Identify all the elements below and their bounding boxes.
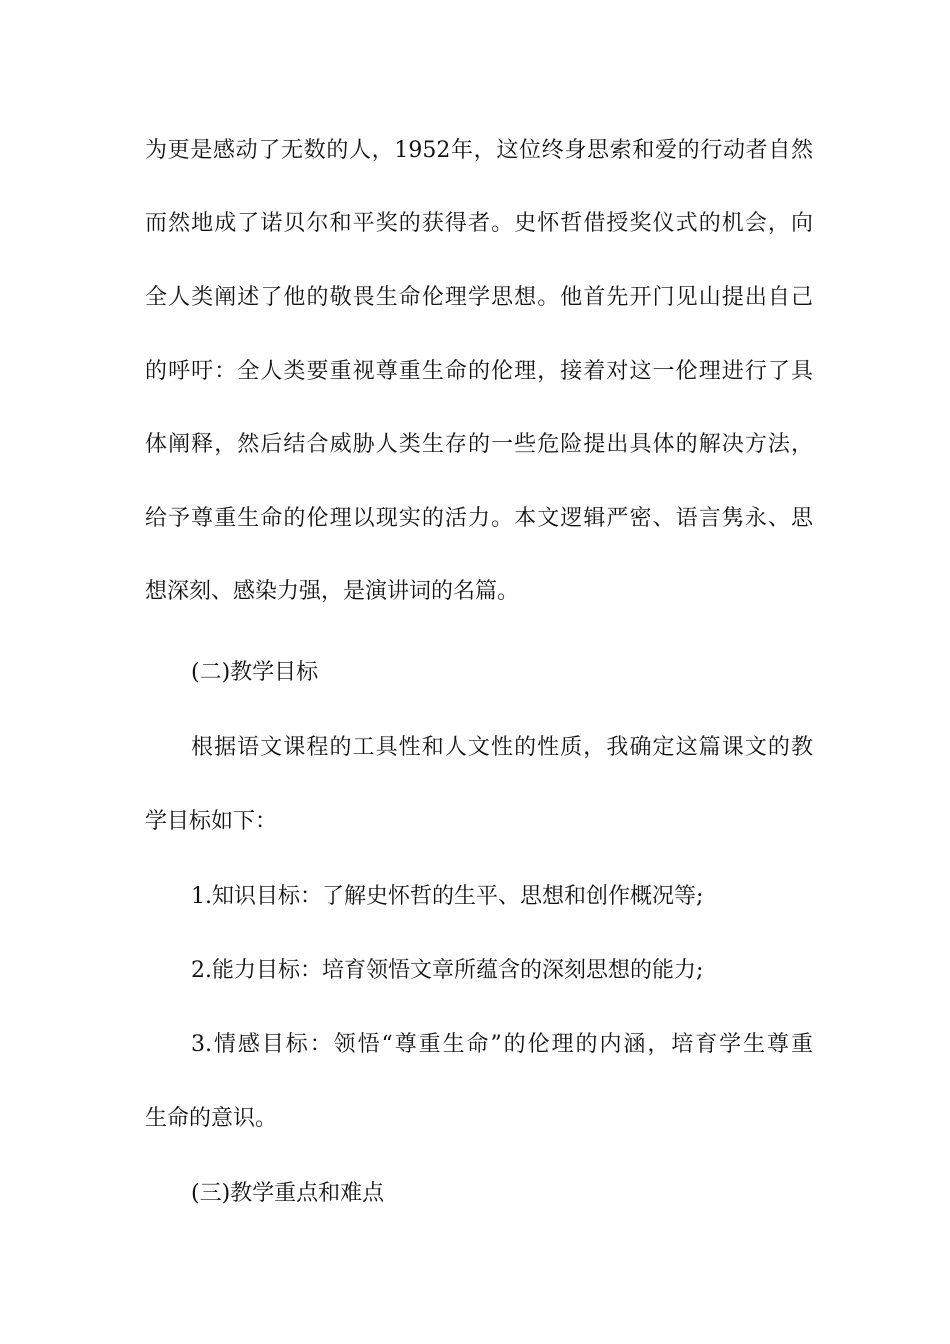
list-item: 3.情感目标：领悟“尊重生命”的伦理的内涵，培育学生尊重 (191, 1032, 813, 1057)
paragraph-line: 给予尊重生命的伦理以现实的活力。本文逻辑严密、语言隽永、思 (145, 506, 813, 531)
paragraph-line: 体阐释，然后结合威胁人类生存的一些危险提出具体的解决方法， (145, 432, 813, 457)
paragraph-line: 的呼吁：全人类要重视尊重生命的伦理，接着对这一伦理进行了具 (145, 359, 813, 384)
list-item: 1.知识目标：了解史怀哲的生平、思想和创作概况等; (191, 884, 704, 909)
paragraph-line: 想深刻、感染力强，是演讲词的名篇。 (145, 579, 520, 604)
paragraph-line: 全人类阐述了他的敬畏生命伦理学思想。他首先开门见山提出自己 (145, 285, 813, 310)
paragraph-line: 生命的意识。 (145, 1106, 278, 1131)
paragraph-line: 学目标如下： (145, 809, 278, 834)
paragraph-line: 根据语文课程的工具性和人文性的性质，我确定这篇课文的教 (191, 735, 813, 760)
list-item: 2.能力目标：培育领悟文章所蕴含的深刻思想的能力; (191, 958, 704, 983)
section-heading: (二)教学目标 (191, 660, 319, 685)
paragraph-line: 而然地成了诺贝尔和平奖的获得者。史怀哲借授奖仪式的机会，向 (145, 211, 813, 236)
section-heading: (三)教学重点和难点 (191, 1181, 385, 1206)
paragraph-line: 为更是感动了无数的人，1952年，这位终身思索和爱的行动者自然 (145, 138, 813, 163)
